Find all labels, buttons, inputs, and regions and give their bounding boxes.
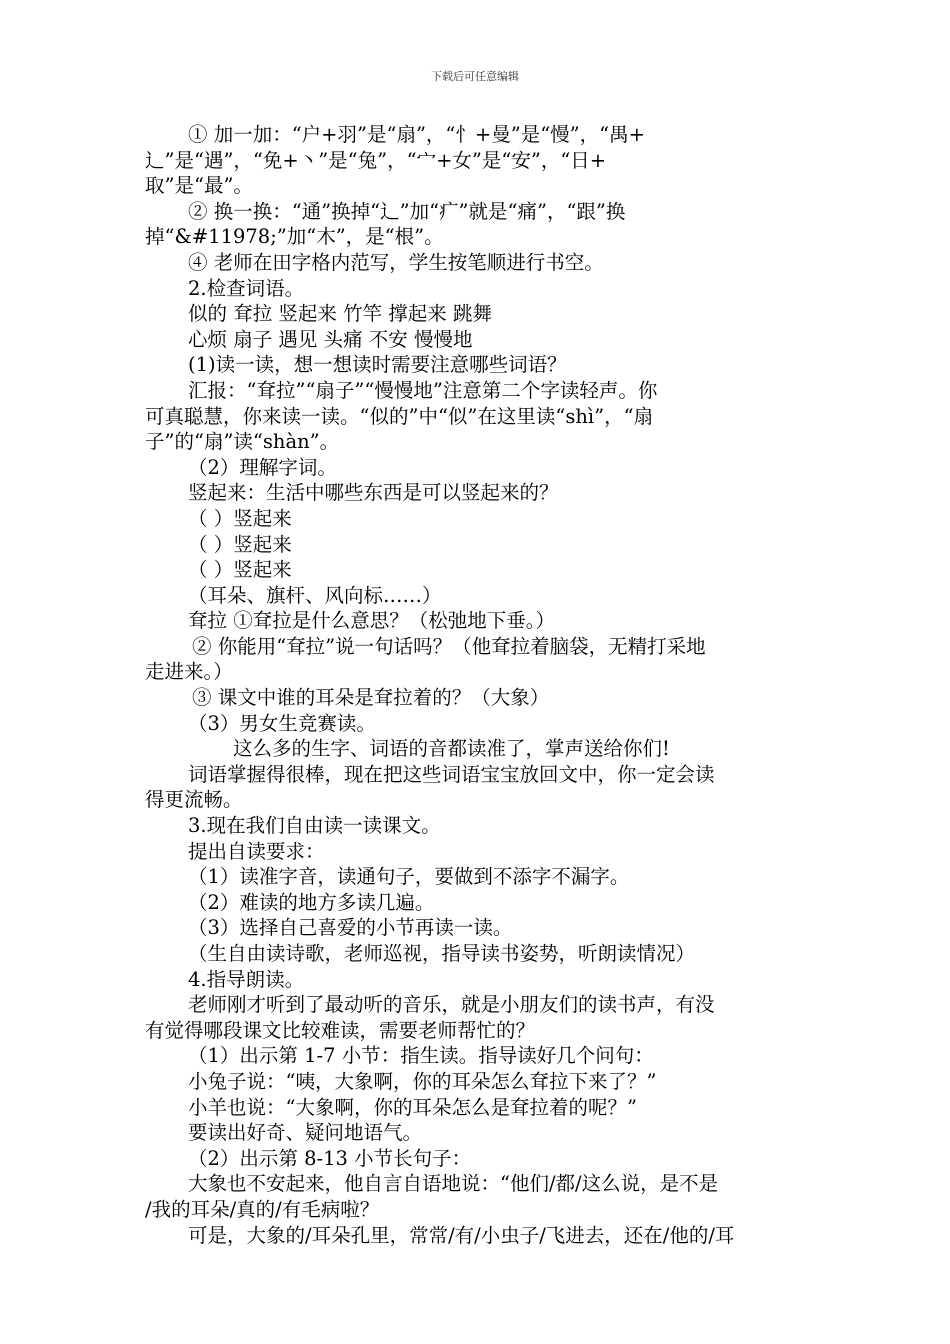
- text-line: 3.现在我们自由读一读课文。: [188, 814, 441, 838]
- document-body: [145, 122, 809, 1248]
- text-line: 大象也不安起来，他自言自语地说：“他们/都/这么说，是不是: [188, 1172, 719, 1196]
- text-line: ④ 老师在田字格内范写，学生按笔顺进行书空。: [188, 250, 604, 274]
- text-line: 走进来。）: [145, 660, 233, 684]
- text-line: 取”是“最”。: [145, 174, 253, 198]
- text-line: 要读出好奇、疑问地语气。: [188, 1121, 423, 1145]
- text-line: （1）读准字音，读通句子，要做到不添字不漏字。: [188, 865, 630, 889]
- text-line: 老师刚才听到了最动听的音乐，就是小朋友们的读书声，有没: [188, 993, 715, 1017]
- text-line: （ ）竖起来: [188, 558, 292, 582]
- text-line: 耷拉 ①耷拉是什么意思？（松弛地下垂。）: [188, 609, 555, 633]
- text-line: /我的耳朵/真的/有毛病啦？: [145, 1197, 380, 1221]
- text-line: （2）理解字词。: [188, 455, 337, 479]
- text-line: ② 换一换：“通”换掉“辶”加“疒”就是“痛”，“跟”换: [188, 199, 626, 223]
- text-line: 似的 耷拉 竖起来 竹竿 撑起来 跳舞: [188, 302, 492, 326]
- text-line: 提出自读要求：: [188, 839, 325, 863]
- text-line: （生自由读诗歌，老师巡视，指导读书姿势，听朗读情况）: [188, 942, 696, 965]
- text-line: 2.检查词语。: [188, 276, 305, 300]
- text-line: （ ）竖起来: [188, 506, 292, 530]
- text-line: （1）出示第 1-7 小节：指生读。指导读好几个问句：: [188, 1044, 654, 1068]
- text-line: （2）出示第 8-13 小节长句子：: [188, 1146, 472, 1170]
- text-line: (1)读一读，想一想读时需要注意哪些词语？: [188, 353, 567, 377]
- text-line: 汇报：“耷拉”“扇子”“慢慢地”注意第二个字读轻声。你: [188, 378, 658, 402]
- text-line: 这么多的生字、词语的音都读准了，掌声送给你们!: [233, 737, 670, 761]
- text-line: （ ）竖起来: [188, 532, 292, 556]
- text-line: （3）男女生竞赛读。: [188, 711, 376, 735]
- text-line: ① 加一加：“户+羽”是“扇”，“忄+曼”是“慢”，“禺+: [188, 123, 645, 146]
- text-line: 可真聪慧，你来读一读。“似的”中“似”在这里读“shì”，“扇: [145, 404, 654, 428]
- text-line: 小兔子说：“咦，大象啊，你的耳朵怎么耷拉下来了？”: [188, 1069, 657, 1093]
- text-line: ② 你能用“耷拉”说一句话吗？（他耷拉着脑袋，无精打采地: [192, 634, 706, 658]
- text-line: 有觉得哪段课文比较难读，需要老师帮忙的？: [145, 1018, 536, 1042]
- text-line: 辶”是“遇”，“免+丶”是“兔”，“宀+女”是“安”，“日+: [145, 148, 607, 172]
- text-line: 掉“&#11978;”加“木”，是“根”。: [145, 225, 444, 249]
- text-line: （3）选择自己喜爱的小节再读一读。: [188, 916, 513, 940]
- text-line: 竖起来：生活中哪些东西是可以竖起来的？: [188, 481, 559, 505]
- text-line: ③ 课文中谁的耳朵是耷拉着的？（大象）: [192, 686, 550, 710]
- text-line: 4.指导朗读。: [188, 967, 305, 991]
- text-line: 词语掌握得很棒，现在把这些词语宝宝放回文中，你一定会读: [188, 762, 715, 786]
- text-line: （耳朵、旗杆、风向标……）: [188, 583, 442, 607]
- text-line: 可是，大象的/耳朵孔里，常常/有/小虫子/飞进去，还在/他的/耳: [188, 1223, 735, 1247]
- text-line: 心烦 扇子 遇见 头痛 不安 慢慢地: [188, 327, 473, 351]
- text-line: 子”的“扇”读“shàn”。: [145, 430, 340, 454]
- text-line: 得更流畅。: [145, 788, 243, 812]
- page-header: 下载后可任意编辑: [431, 70, 519, 83]
- text-line: 小羊也说：“大象啊，你的耳朵怎么是耷拉着的呢？”: [188, 1095, 637, 1119]
- text-line: （2）难读的地方多读几遍。: [188, 890, 435, 914]
